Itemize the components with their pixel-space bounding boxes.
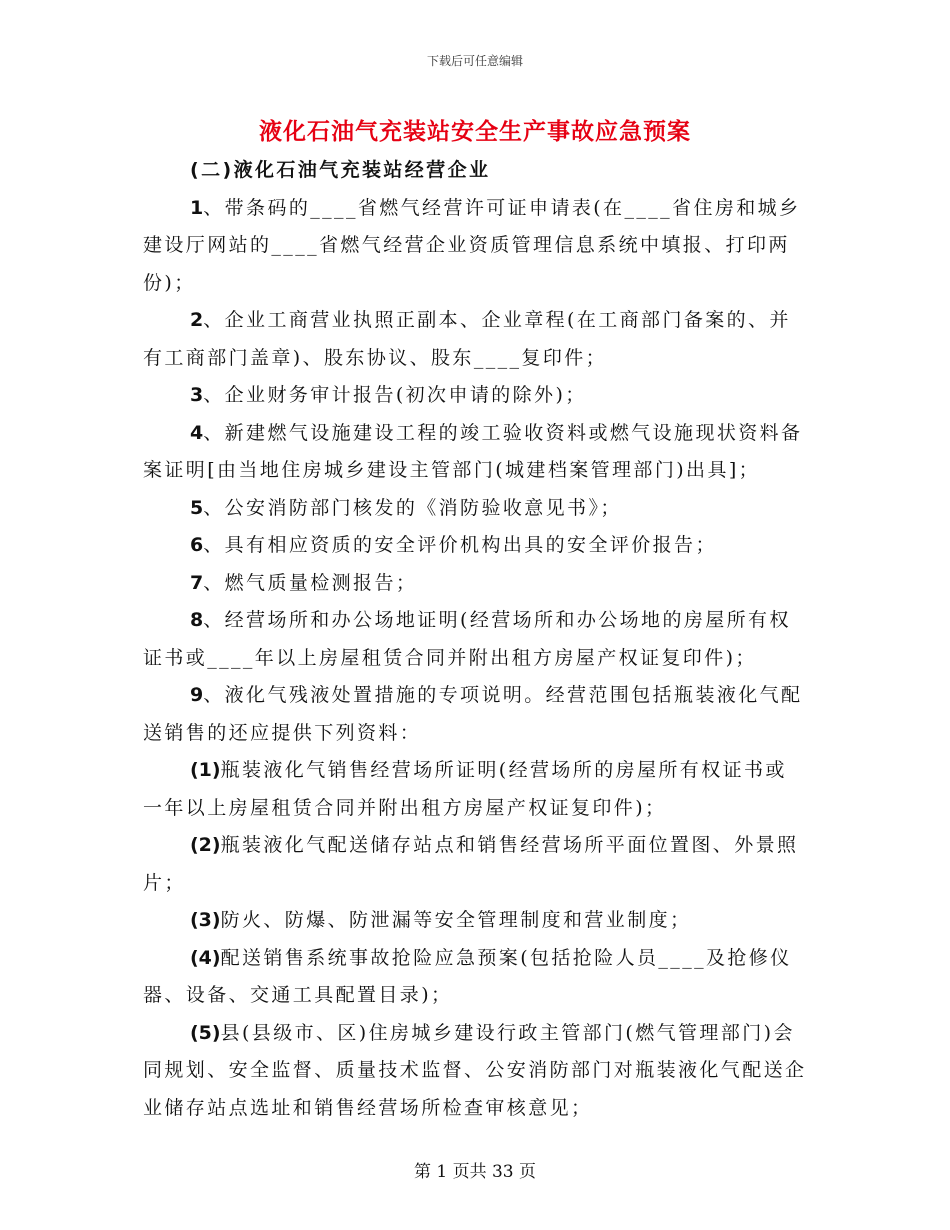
item-number: 7 bbox=[190, 571, 204, 594]
item-separator: 、 bbox=[203, 384, 225, 406]
item-separator: 、 bbox=[203, 571, 225, 594]
list-item bbox=[143, 677, 808, 752]
item-text: 企业财务审计报告(初次申请的除外)； bbox=[224, 384, 587, 406]
item-separator: 、 bbox=[203, 534, 225, 556]
item-text: 瓶装液化气销售经营场所证明(经营场所的房屋所有权证书或一年以上房屋租赁合同并附出租方房屋产权证复印件)； bbox=[143, 759, 787, 819]
sub-list-item bbox=[143, 902, 808, 940]
document-title: 液化石油气充装站安全生产事故应急预案 bbox=[259, 119, 691, 145]
item-text: 经营场所和办公场地证明(经营场所和办公场地的房屋所有权证书或____年以上房屋租赁合同并附出租方房屋产权证复印件)； bbox=[143, 609, 791, 669]
item-number: (1) bbox=[190, 759, 221, 781]
item-text: 燃气质量检测报告； bbox=[224, 571, 418, 594]
item-number: 2 bbox=[190, 309, 204, 331]
item-number: 8 bbox=[190, 609, 204, 631]
item-text: 企业工商营业执照正副本、企业章程(在工商部门备案的、并有工商部门盖章)、股东协议、股东____复印件； bbox=[143, 309, 791, 369]
list-item bbox=[143, 415, 808, 490]
item-text: 公安消防部门核发的《消防验收意见书》； bbox=[224, 496, 622, 519]
sub-list-item bbox=[143, 827, 808, 902]
sub-list-item bbox=[143, 752, 808, 827]
item-separator: 、 bbox=[203, 196, 225, 219]
item-text: 配送销售系统事故抢险应急预案(包括抢险人员____及抢修仪器、设备、交通工具配置目录)； bbox=[143, 946, 792, 1006]
item-separator: 、 bbox=[203, 496, 225, 519]
item-separator: 、 bbox=[203, 421, 225, 444]
item-number: (2) bbox=[190, 834, 221, 856]
list-item bbox=[143, 602, 808, 677]
list-item bbox=[143, 190, 808, 303]
item-text: 具有相应资质的安全评价机构出具的安全评价报告； bbox=[224, 534, 717, 556]
list-item bbox=[143, 302, 808, 377]
sub-list-item bbox=[143, 940, 808, 1015]
list-item bbox=[143, 377, 808, 415]
section-heading: (二)液化石油气充装站经营企业 bbox=[190, 159, 491, 181]
item-text: 带条码的____省燃气经营许可证申请表(在____省住房和城乡建设厅网站的____省燃气经营企业资质管理信息系统中填报、打印两份)； bbox=[143, 196, 801, 294]
item-number: (5) bbox=[190, 1021, 221, 1044]
document-body bbox=[143, 152, 808, 1127]
item-separator: 、 bbox=[203, 609, 225, 631]
item-number: 6 bbox=[190, 534, 204, 556]
item-text: 瓶装液化气配送储存站点和销售经营场所平面位置图、外景照片； bbox=[143, 834, 799, 894]
item-text: 防火、防爆、防泄漏等安全管理制度和营业制度； bbox=[220, 909, 692, 931]
item-number: 9 bbox=[190, 684, 204, 706]
item-number: (3) bbox=[190, 909, 221, 931]
page-footer: 第 1 页共 33 页 bbox=[413, 1162, 537, 1182]
item-number: 5 bbox=[190, 496, 204, 519]
sub-list-item bbox=[143, 1015, 808, 1128]
item-number: (4) bbox=[190, 946, 221, 969]
item-number: 3 bbox=[190, 384, 204, 406]
item-text: 县(县级市、区)住房城乡建设行政主管部门(燃气管理部门)会同规划、安全监督、质量技术监督、公安消防部门对瓶装液化气配送企业储存站点选址和销售经营场所检查审核意见； bbox=[143, 1021, 807, 1119]
item-number: 1 bbox=[190, 196, 204, 219]
item-text: 新建燃气设施建设工程的竣工验收资料或燃气设施现状资料备案证明[由当地住房城乡建设主管部门(城建档案管理部门)出具]； bbox=[143, 421, 803, 481]
item-separator: 、 bbox=[203, 309, 225, 331]
list-item bbox=[143, 490, 808, 528]
list-item bbox=[143, 565, 808, 603]
list-item bbox=[143, 527, 808, 565]
item-text: 液化气残液处置措施的专项说明。经营范围包括瓶装液化气配送销售的还应提供下列资料： bbox=[143, 684, 803, 744]
item-number: 4 bbox=[190, 421, 204, 444]
header-note: 下载后可任意编辑 bbox=[426, 54, 523, 68]
item-separator: 、 bbox=[203, 684, 225, 706]
